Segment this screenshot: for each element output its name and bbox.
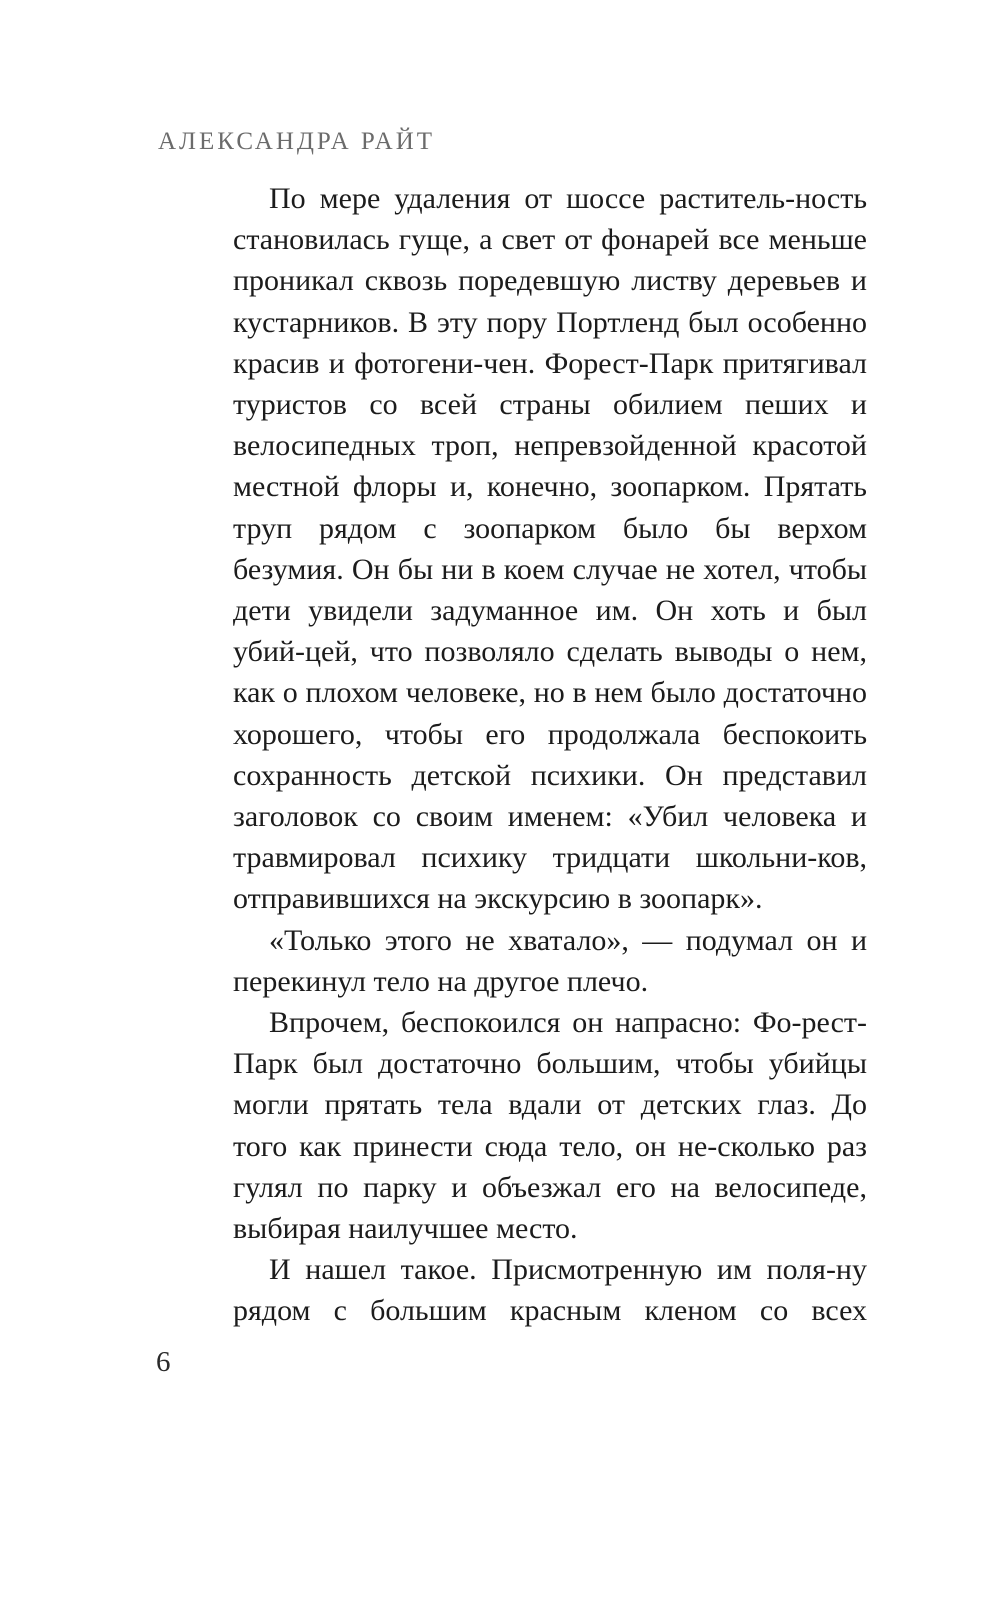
paragraph-2: «Только этого не хватало», — подумал он и перекинул тело на другое плечо. (233, 923, 867, 998)
page-number: 6 (156, 1346, 171, 1378)
running-head-author: АЛЕКСАНДРА РАЙТ (158, 128, 436, 155)
paragraph-4: И нашел такое. Присмотренную им поля-ну рядом с большим красным кленом со всех (233, 1253, 867, 1328)
paragraph-3: Впрочем, беспокоился он напрасно: Фо-рест-Парк был достаточно большим, чтобы убийцы могли прятать тела вдали от детских глаз. До того как принести сюда тело, он не-сколько раз гулял по парку и объезжал его на велосипеде, выбирая наилучшее место. (233, 1006, 867, 1246)
body-text (233, 178, 867, 1332)
paragraph-1: По мере удаления от шоссе раститель-ность становилась гуще, а свет от фонарей все меньше проникал сквозь поредевшую листву деревьев и кустарников. В эту пору Портленд был особенно красив и фотогени-чен. Форест-Парк притягивал туристов со всей страны обилием пеших и велосипедных троп, непревзойденной красотой местной флоры и, конечно, зоопарком. Прятать труп рядом с зоопарком было бы верхом безумия. Он бы ни в коем случае не хотел, чтобы дети увидели задуманное им. Он хоть и был убий-цей, что позволяло сделать выводы о нем, как о плохом человеке, но в нем было достаточно хорошего, чтобы его продолжала беспокоить сохранность детской психики. Он представил заголовок со своим именем: «Убил человека и травмировал психику тридцати школьни-ков, отправившихся на экскурсию в зоопарк». (233, 182, 867, 916)
